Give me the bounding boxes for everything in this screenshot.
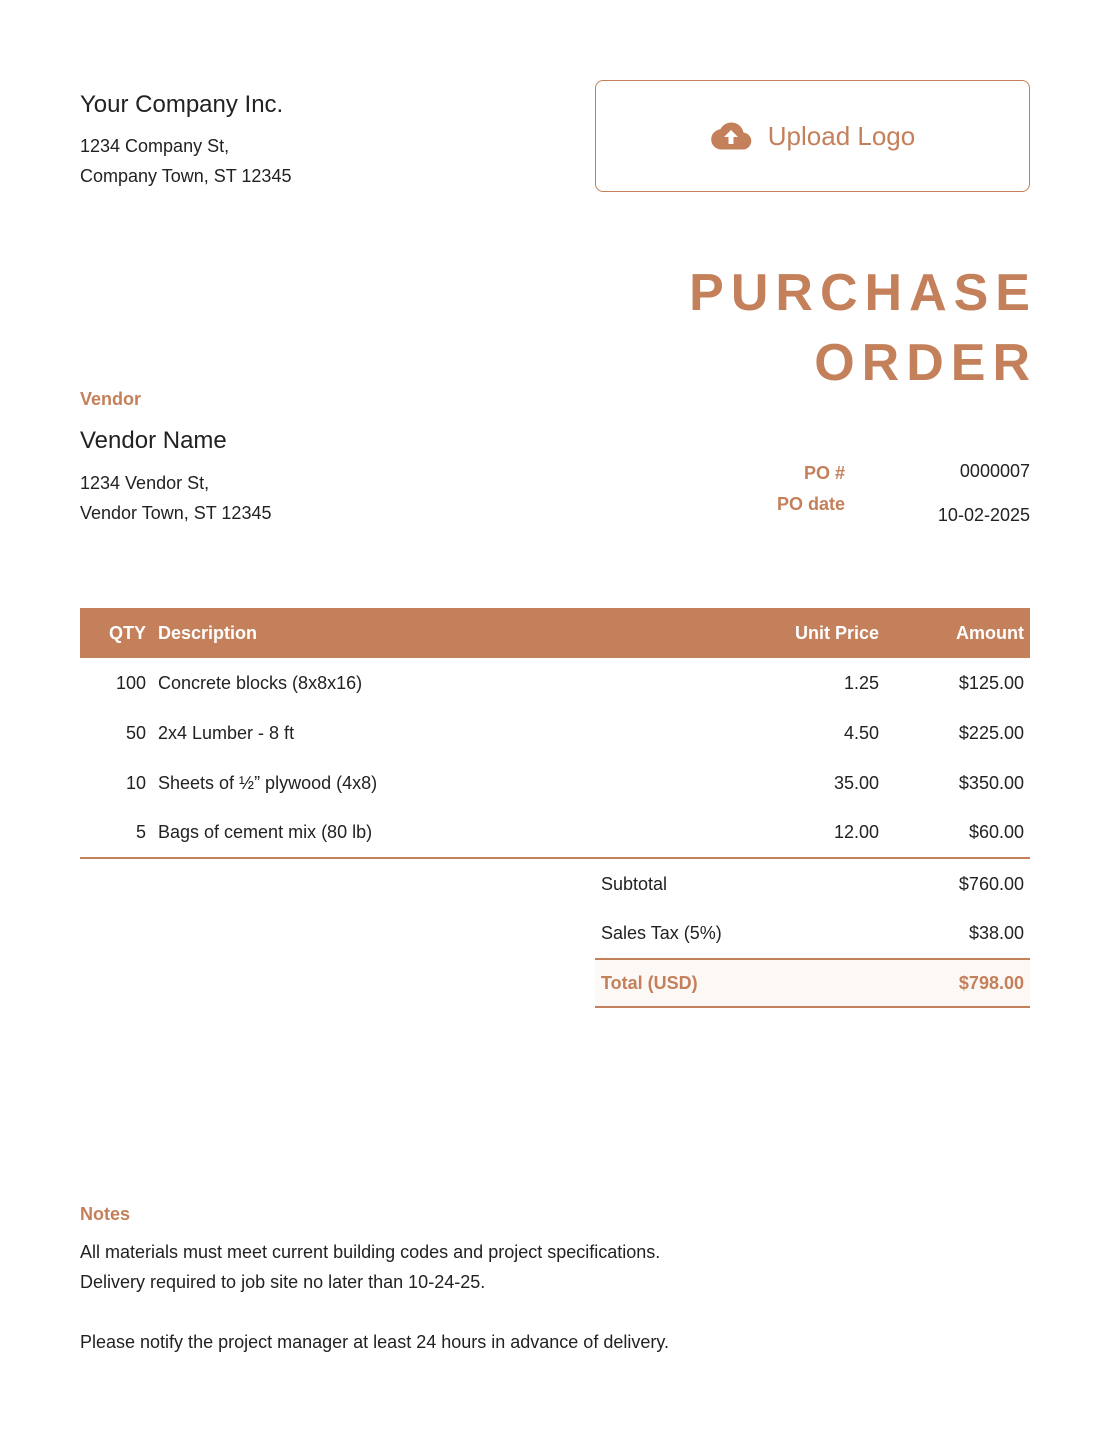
- vendor-address: [80, 468, 271, 528]
- po-date-label: PO date: [776, 494, 845, 514]
- vendor-section-label: Vendor: [80, 389, 142, 409]
- vendor-name: Vendor Name: [80, 427, 227, 454]
- subtotal-label: Subtotal: [601, 873, 668, 894]
- row-amount: $60.00: [885, 808, 1030, 858]
- row-description: 2x4 Lumber - 8 ft: [158, 722, 295, 743]
- totals-table: [595, 859, 1030, 1008]
- line-items-table: [80, 608, 1030, 859]
- document-title-line2: ORDER: [814, 334, 1037, 392]
- row-unit-price: 4.50: [843, 722, 879, 743]
- row-description: Sheets of ½” plywood (4x8): [158, 772, 378, 793]
- row-unit-price: 35.00: [833, 772, 879, 793]
- row-unit-price: 12.00: [725, 808, 885, 858]
- row-amount: $350.00: [958, 772, 1024, 793]
- vendor-address-line1: 1234 Vendor St,: [80, 473, 210, 493]
- cloud-upload-icon: [710, 120, 752, 152]
- row-amount: $125.00: [958, 672, 1024, 693]
- company-address-line1: 1234 Company St,: [80, 136, 230, 156]
- header-qty: QTY: [80, 608, 146, 658]
- subtotal-value: $760.00: [958, 873, 1024, 894]
- header-unit-price: Unit Price: [725, 608, 885, 658]
- notes-label: Notes: [80, 1204, 131, 1224]
- table-row: [80, 708, 1030, 758]
- po-number-value: 0000007: [959, 461, 1030, 481]
- notes-text: [80, 1237, 669, 1357]
- total-row: [595, 959, 1030, 1007]
- notes-line1: All materials must meet current building codes and project specifications.: [80, 1242, 661, 1262]
- subtotal-row: [595, 859, 1030, 909]
- row-qty: 50: [125, 722, 146, 743]
- company-name: Your Company Inc.: [80, 91, 284, 118]
- notes-spacer: [80, 1297, 669, 1327]
- header-description: Description: [146, 608, 725, 658]
- row-unit-price: 1.25: [843, 672, 879, 693]
- table-row: [80, 758, 1030, 808]
- row-description: Concrete blocks (8x8x16): [158, 672, 363, 693]
- company-address-line2: Company Town, ST 12345: [80, 166, 292, 186]
- total-label: Total (USD): [595, 959, 870, 1007]
- notes-line2: Delivery required to job site no later than 10-24-25.: [80, 1272, 486, 1292]
- row-qty: 5: [80, 808, 146, 858]
- vendor-address-line2: Vendor Town, ST 12345: [80, 503, 272, 523]
- upload-logo-button[interactable]: [595, 80, 1030, 192]
- document-title-line1: PURCHASE: [689, 264, 1037, 322]
- row-qty: 100: [115, 672, 146, 693]
- document-title: [689, 258, 1037, 398]
- tax-label: Sales Tax (5%): [601, 923, 722, 943]
- tax-value: $38.00: [968, 923, 1024, 943]
- tax-row: [595, 909, 1030, 959]
- table-row: [80, 808, 1030, 858]
- table-row: [80, 658, 1030, 708]
- table-header-row: [80, 608, 1030, 658]
- company-address: [80, 131, 291, 191]
- notes-line3: Please notify the project manager at least 24 hours in advance of delivery.: [80, 1332, 670, 1352]
- row-description: Bags of cement mix (80 lb): [146, 808, 725, 858]
- po-number-label: PO #: [803, 463, 845, 483]
- total-value: $798.00: [870, 959, 1030, 1007]
- row-amount: $225.00: [958, 722, 1024, 743]
- po-date-value: 10-02-2025: [937, 505, 1030, 525]
- upload-logo-label: Upload Logo: [767, 120, 916, 151]
- header-amount: Amount: [885, 608, 1030, 658]
- row-qty: 10: [125, 772, 146, 793]
